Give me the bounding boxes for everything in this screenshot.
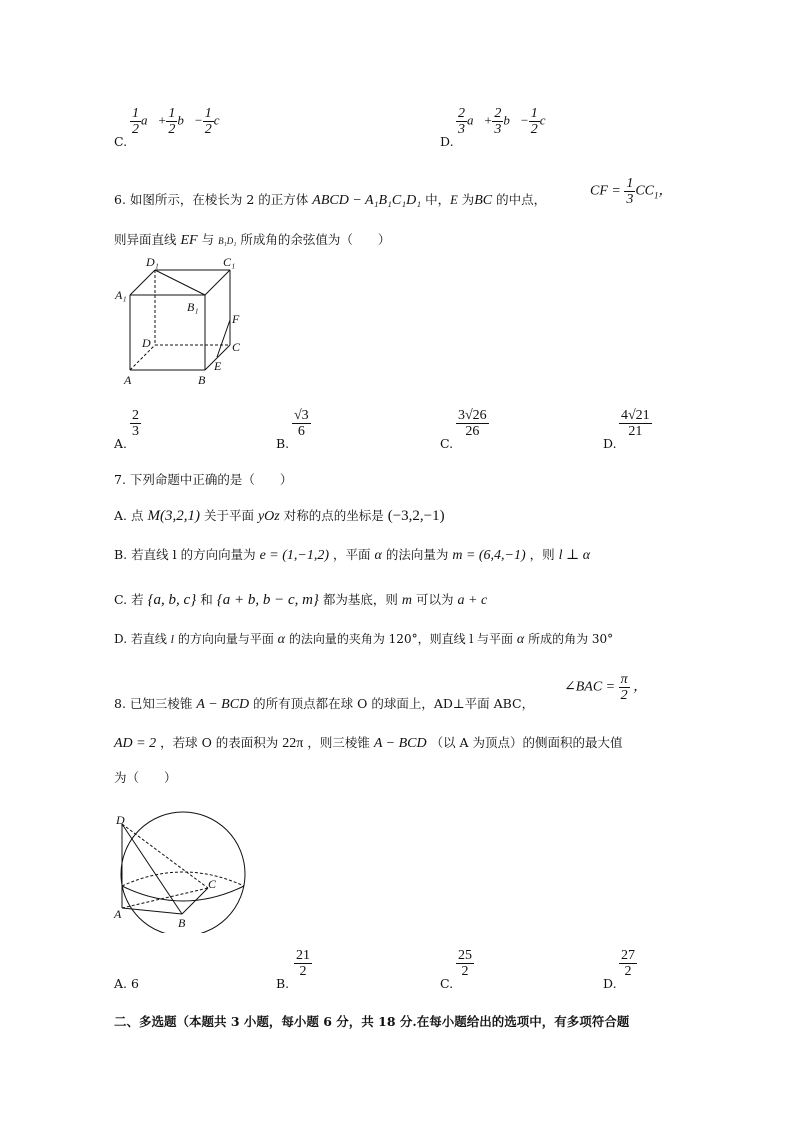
q8-sphere-figure — [110, 808, 260, 933]
cube-label-b1: B₁ — [187, 300, 199, 314]
cube-label-f: F — [232, 312, 240, 326]
cube-label-e: E — [214, 359, 222, 373]
q6-stem-line2: 则异面直线 EF 与 B₁D₁ 所成角的余弦值为（ ） — [114, 232, 391, 248]
q7-option-a: A. 点 M(3,2,1) 关于平面 yOz 对称的点的坐标是 (−3,2,−1) — [114, 508, 445, 524]
cube-label-a: A — [124, 373, 132, 387]
q5-option-c-expr: $\frac{1}{2}$ a⃗+ $\frac{1}{2}$ b⃗− $\frac{1}{2}$ c⃗ — [132, 106, 230, 137]
q6-stem-line1: 6. 如图所示，在棱长为 2 的正方体 ABCD − A₁B₁C₁D₁ 中，E 为BC 的中点， — [114, 192, 547, 208]
q7-stem: 7. 下列命题中正确的是（ ） — [114, 472, 293, 487]
q7-option-b: B. 若直线 l 的方向向量为 e = (1,−1,2) ，平面 α 的法向量为 m = (6,4,−1) ，则 l ⊥ α — [114, 547, 591, 563]
sphere-label-b: B — [178, 916, 186, 930]
q8-stem-line2: AD = 2 ，若球 O 的表面积为 22π ，则三棱锥 A − BCD （以 A 为顶点）的侧面积的最大值 — [114, 735, 623, 751]
q5-option-d-expr: $\frac{2}{3}$ a⃗+ $\frac{2}{3}$ b⃗− $\frac{1}{2}$ c⃗ — [458, 106, 556, 137]
q8-stem-line3: 为（ ） — [114, 770, 177, 785]
q7-option-c: C. 若 {a, b, c} 和 {a + b, b − c, m} 都为基底，则 m 可以为 a + c — [114, 592, 488, 608]
sphere-label-d: D — [116, 813, 125, 827]
q8-stem-line1: 8. 已知三棱锥 A − BCD 的所有顶点都在球 O 的球面上，AD⊥平面 ABC， — [114, 696, 535, 712]
sphere-label-c: C — [208, 877, 217, 891]
cube-label-c1: C₁ — [223, 255, 236, 269]
cube-label-c: C — [232, 340, 241, 354]
cube-label-b: B — [198, 373, 206, 387]
sphere-label-a: A — [114, 907, 122, 921]
q6-cube-figure — [110, 255, 250, 390]
q7-option-d: D. 若直线 l 的方向向量与平面 α 的法向量的夹角为 120°，则直线 l 与平面 α 所成的角为 30° — [114, 632, 614, 647]
section2-title: 二、多选题（本题共 3 小题，每小题 6 分，共 18 分.在每小题给出的选项中，有多项符合题 — [114, 1014, 630, 1029]
cube-label-d1: D₁ — [146, 255, 159, 269]
q6-cf-expr: CF = $\frac{1}{3}$ $CC_1$， — [590, 176, 673, 207]
q8-angle-expr: ∠BAC = $\frac{\pi}{2}$ ， — [564, 672, 648, 703]
cube-label-d: D — [142, 336, 151, 350]
cube-label-a1: A₁ — [115, 288, 127, 302]
